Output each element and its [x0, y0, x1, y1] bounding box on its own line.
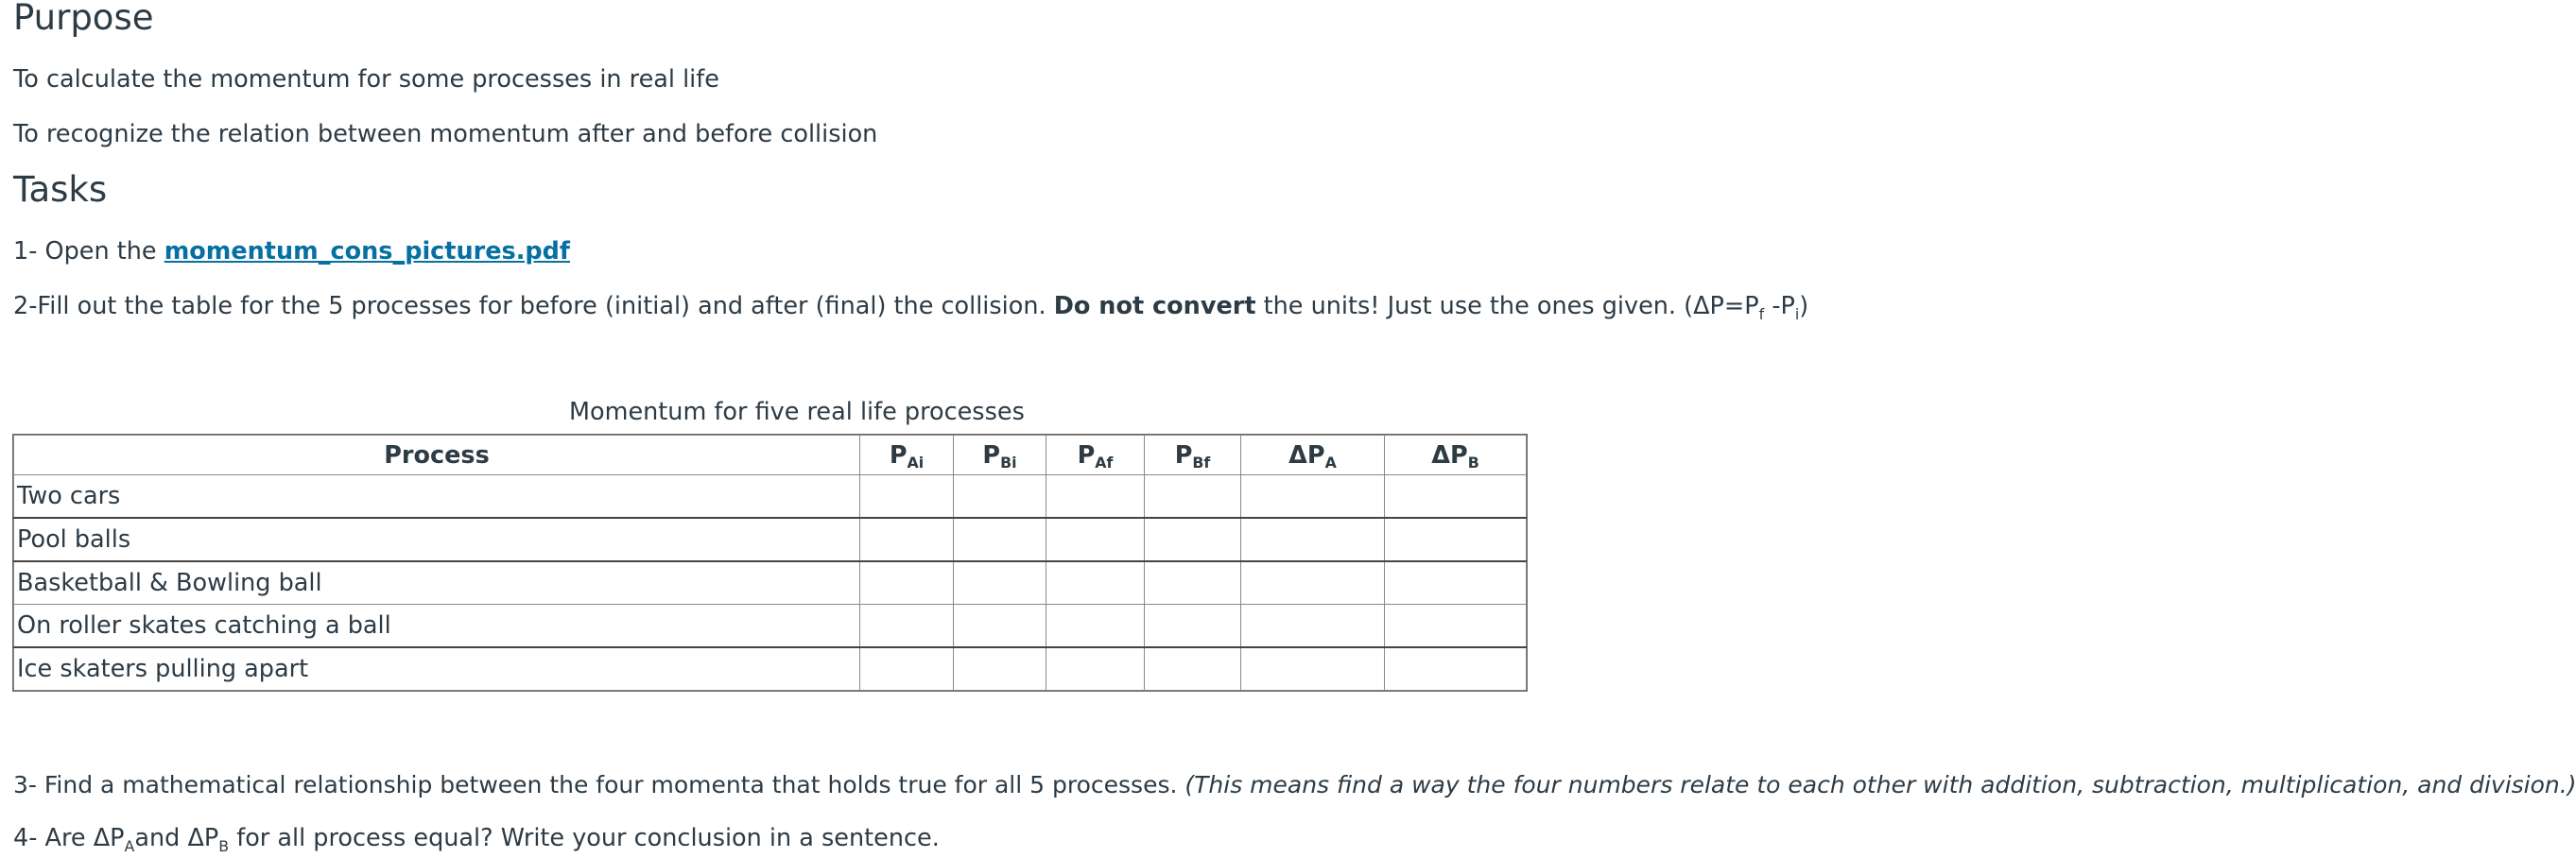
header-pbi [954, 436, 1046, 475]
cell-dpb[interactable] [1385, 518, 1527, 561]
cell-pbf[interactable] [1145, 475, 1241, 519]
table-row [14, 605, 1527, 648]
task-4-suffix: for all process equal? Write your conclusion in a sentence. [229, 824, 940, 852]
table-row [14, 561, 1527, 605]
tasks-heading: Tasks [13, 169, 108, 210]
cell-dpa[interactable] [1241, 518, 1385, 561]
purpose-item-1: To calculate the momentum for some processes in real life [13, 65, 719, 94]
task-3-italic: (This means find a way the four numbers relate to each other with addition, subtraction, multiplication, and division.) [1184, 771, 2576, 798]
process-cell: Basketball & Bowling ball [14, 561, 860, 605]
header-pai-sub: Ai [907, 454, 925, 472]
header-paf [1046, 436, 1145, 475]
cell-paf[interactable] [1046, 475, 1145, 519]
cell-pbf[interactable] [1145, 561, 1241, 605]
formula-sub-i: i [1794, 304, 1800, 323]
cell-paf[interactable] [1046, 605, 1145, 648]
purpose-item-2: To recognize the relation between momentum after and before collision [13, 120, 878, 148]
header-paf-base: P [1077, 440, 1096, 470]
task-1-prefix: 1- Open the [13, 237, 164, 266]
momentum-pdf-link[interactable]: momentum_cons_pictures.pdf [164, 237, 570, 266]
task-4-dpa-base: ΔP [93, 824, 125, 852]
formula-delta: ΔP=P [1693, 292, 1759, 320]
header-pbf-sub: Bf [1192, 454, 1211, 472]
cell-pbi[interactable] [954, 561, 1046, 605]
cell-pbi[interactable] [954, 647, 1046, 691]
task-4-dpb-sub: B [218, 836, 230, 855]
table-caption: Momentum for five real life processes [569, 398, 1025, 426]
cell-pai[interactable] [860, 647, 954, 691]
table-row [14, 475, 1527, 519]
task-4-mid: and [134, 824, 188, 852]
formula-sub-f: f [1758, 304, 1765, 323]
cell-dpb[interactable] [1385, 605, 1527, 648]
header-pbi-base: P [982, 440, 1001, 470]
header-dpa-sub: A [1324, 454, 1337, 472]
cell-pai[interactable] [860, 605, 954, 648]
header-dpb-base: ΔP [1431, 440, 1468, 470]
cell-dpa[interactable] [1241, 605, 1385, 648]
cell-pbf[interactable] [1145, 647, 1241, 691]
cell-paf[interactable] [1046, 647, 1145, 691]
header-dpa-base: ΔP [1288, 440, 1325, 470]
cell-paf[interactable] [1046, 561, 1145, 605]
header-dpb [1385, 436, 1527, 475]
cell-pai[interactable] [860, 518, 954, 561]
task-2-bold: Do not convert [1053, 292, 1256, 320]
header-dpb-sub: B [1467, 454, 1479, 472]
cell-dpa[interactable] [1241, 647, 1385, 691]
task-4-dpb-base: ΔP [187, 824, 219, 852]
task-4-dpa-sub: A [124, 836, 135, 855]
task-4-prefix: 4- Are [13, 824, 94, 852]
cell-pbf[interactable] [1145, 518, 1241, 561]
task-2-mid: the units! Just use the ones given. ( [1255, 292, 1694, 320]
cell-pbf[interactable] [1145, 605, 1241, 648]
table-row [14, 518, 1527, 561]
task-1 [13, 237, 570, 266]
purpose-heading: Purpose [13, 0, 154, 38]
formula-mid: -P [1764, 292, 1795, 320]
formula-end: ) [1799, 292, 1809, 320]
process-cell: Ice skaters pulling apart [14, 647, 860, 691]
cell-dpa[interactable] [1241, 475, 1385, 519]
header-dpa [1241, 436, 1385, 475]
table-row [14, 647, 1527, 691]
process-cell: Pool balls [14, 518, 860, 561]
header-pbi-sub: Bi [1000, 454, 1017, 472]
task-2-prefix: 2-Fill out the table for the 5 processes for before (initial) and after (final) the collision. [13, 292, 1054, 320]
cell-pbi[interactable] [954, 475, 1046, 519]
header-pai-base: P [889, 440, 908, 470]
cell-dpb[interactable] [1385, 647, 1527, 691]
task-3 [13, 773, 2576, 797]
header-pbf-base: P [1174, 440, 1193, 470]
cell-dpb[interactable] [1385, 475, 1527, 519]
cell-dpa[interactable] [1241, 561, 1385, 605]
cell-pai[interactable] [860, 561, 954, 605]
cell-pai[interactable] [860, 475, 954, 519]
cell-pbi[interactable] [954, 518, 1046, 561]
process-cell: Two cars [14, 475, 860, 519]
cell-dpb[interactable] [1385, 561, 1527, 605]
header-paf-sub: Af [1095, 454, 1114, 472]
cell-pbi[interactable] [954, 605, 1046, 648]
header-process: Process [14, 436, 860, 475]
momentum-table [13, 435, 1527, 691]
task-3-text: 3- Find a mathematical relationship between the four momenta that holds true for all 5 processes. [13, 771, 1185, 798]
header-pai [860, 436, 954, 475]
process-cell: On roller skates catching a ball [14, 605, 860, 648]
task-2 [13, 292, 1809, 323]
cell-paf[interactable] [1046, 518, 1145, 561]
task-4 [13, 824, 940, 855]
header-pbf [1145, 436, 1241, 475]
table-header-row [14, 436, 1527, 475]
